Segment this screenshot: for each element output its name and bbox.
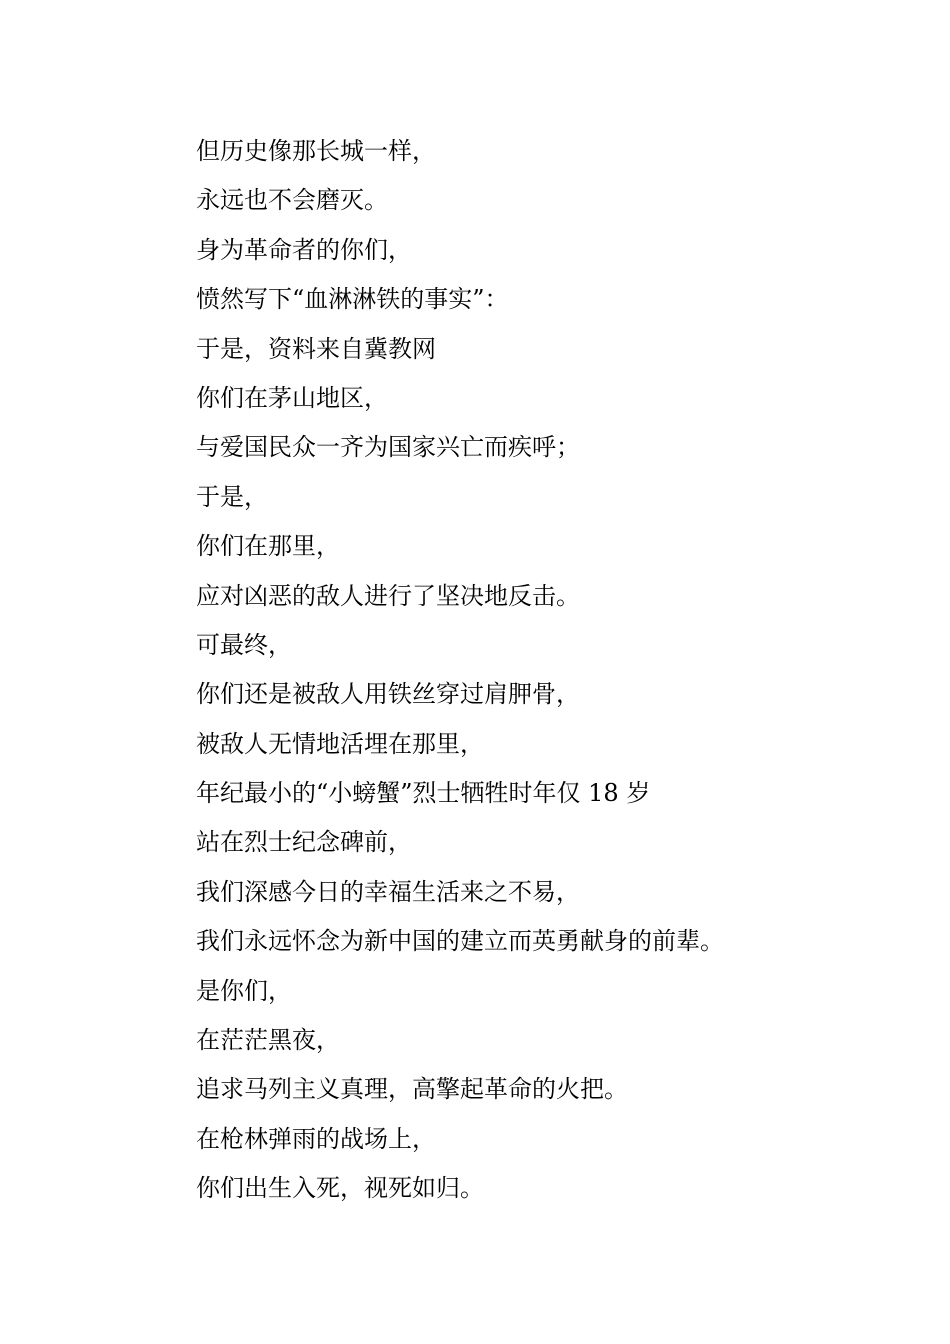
poem-line-17: 我们永远怀念为新中国的建立而英勇献身的前辈。 — [196, 927, 724, 956]
poem-line-7: 与爱国民众一齐为国家兴亡而疾呼； — [196, 433, 580, 462]
poem-line-1: 但历史像那长城一样， — [196, 137, 436, 165]
poem-line-15: 站在烈士纪念碑前， — [196, 828, 412, 857]
poem-line-8: 于是， — [196, 482, 268, 511]
poem-line-20: 追求马列主义真理，高擎起革命的火把。 — [196, 1075, 628, 1104]
poem-line-19: 在茫茫黑夜， — [196, 1026, 340, 1055]
poem-line-14: 年纪最小的“小螃蟹”烈士牺牲时年仅 18 岁 — [196, 779, 651, 808]
poem-text-block — [196, 127, 896, 1214]
poem-line-21: 在枪林弹雨的战场上， — [196, 1124, 436, 1153]
poem-line-10: 应对凶恶的敌人进行了坚决地反击。 — [196, 581, 580, 610]
poem-line-6: 你们在茅山地区， — [196, 383, 388, 412]
poem-line-12: 你们还是被敌人用铁丝穿过肩胛骨， — [196, 680, 580, 709]
poem-line-5: 于是，资料来自冀教网 — [196, 334, 436, 363]
poem-line-2: 永远也不会磨灭。 — [196, 186, 388, 215]
poem-line-16: 我们深感今日的幸福生活来之不易， — [196, 877, 580, 906]
poem-line-3: 身为革命者的你们， — [196, 235, 412, 264]
poem-line-18: 是你们， — [196, 976, 292, 1005]
poem-line-11: 可最终， — [196, 630, 292, 659]
poem-line-9: 你们在那里， — [196, 532, 340, 561]
poem-line-22: 你们出生入死，视死如归。 — [196, 1174, 484, 1203]
poem-line-13: 被敌人无情地活埋在那里， — [196, 729, 484, 758]
poem-line-4: 愤然写下“血淋淋铁的事实”： — [196, 285, 509, 314]
